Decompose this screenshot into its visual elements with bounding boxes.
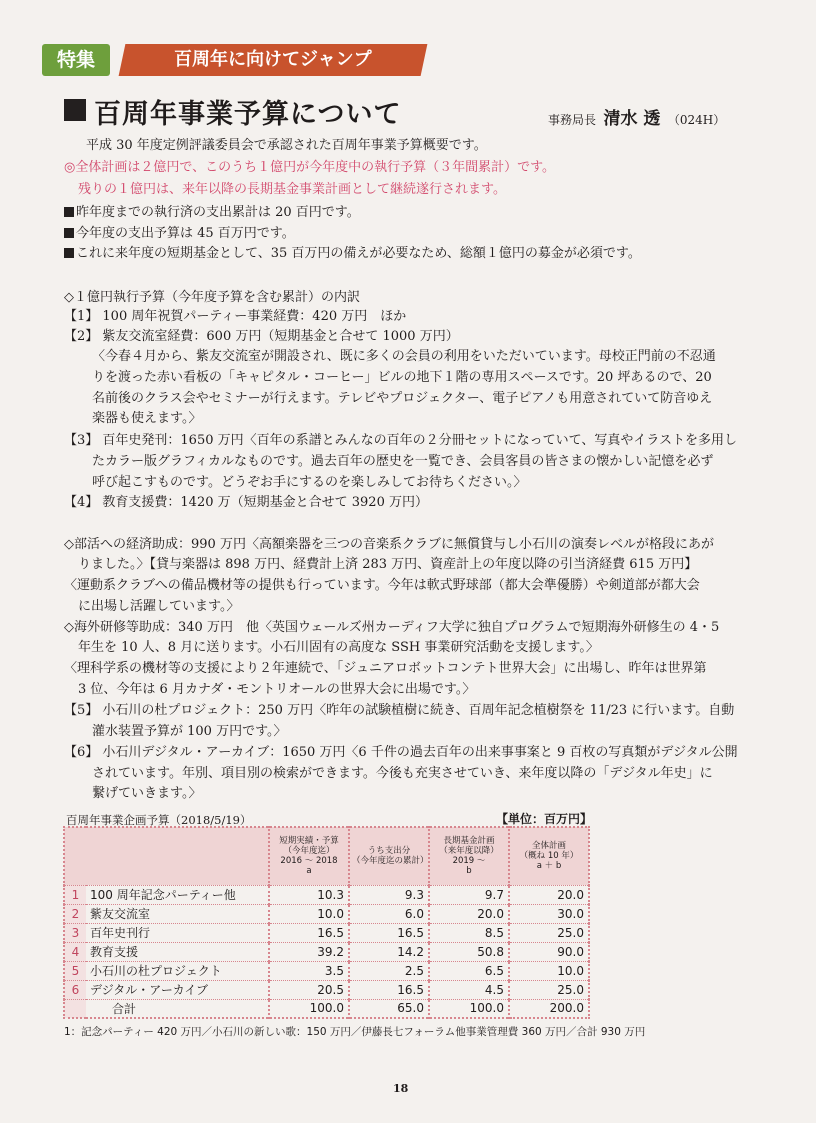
page-number: 18 [393,1082,409,1095]
row-label: デジタル・アーカイブ [86,980,269,999]
feature-title [119,44,428,76]
table-total-row [64,999,589,1018]
intro-bullet [64,205,360,221]
author-code: （024H） [667,113,726,127]
table-header-cell: 短期実績・予算 （今年度迄） 2016 ～ 2018 a [269,827,349,885]
body-line: 【2】 紫友交流室経費：600 万円（短期基金と合せて 1000 万円） [64,329,459,344]
bullet-square-icon [64,248,74,258]
table-row [64,942,589,961]
body-line: に出場し活躍しています。〉 [78,599,240,614]
table-unit: 【単位：百万円】 [496,812,593,826]
intro-bullet-text: 今年度の支出予算は 45 百万円です。 [76,226,295,241]
row-label: 百年史刊行 [86,923,269,942]
body-line: 〈運動系クラブへの備品機材等の提供も行っています。今年は軟式野球部（都大会準優勝）や剣道部が都大会 [64,578,700,593]
cell-a: 39.2 [269,942,349,961]
body-line: ◇部活への経済助成：990 万円〈高額楽器を三つの音楽系クラブに無償貸与し小石川の演奏レベルが格段にあが [64,537,714,552]
intro-bullet-text: 昨年度までの執行済の支出累計は 20 百円です。 [76,205,360,220]
row-index: 5 [64,961,86,980]
cell-a: 16.5 [269,923,349,942]
body-line: 3 位、今年は 6 月カナダ・モントリオールの世界大会に出場です。〉 [78,682,476,697]
body-line: 〈今春４月から、紫友交流室が開設され、既に多くの会員の利用をいただいています。母校正門前の不忍通 [92,349,716,364]
body-line: たカラー版グラフィカルなものです。過去百年の歴史を一覧でき、会員客員の皆さまの懐かしい記憶を必ず [92,454,714,469]
title-square-icon [64,99,86,121]
cell-total: 25.0 [509,980,589,999]
cell-total: 20.0 [509,885,589,904]
cell-b: 20.0 [429,904,509,923]
table-header-blank [64,827,269,885]
cell-b: 8.5 [429,923,509,942]
row-index: 2 [64,904,86,923]
body-line: 【1】 100 周年祝賀パーティー事業経費：420 万円 ほか [64,309,407,324]
cell-a: 10.0 [269,904,349,923]
row-index: 4 [64,942,86,961]
cell-a: 100.0 [269,999,349,1018]
body-line: りました。〉【貸与楽器は 898 万円、経費計上済 283 万円、資産計上の年度以降の引当済経費 615 万円】 [78,557,698,572]
author-byline [548,104,725,129]
cell-spent: 6.0 [349,904,429,923]
body-line: 【5】 小石川の杜プロジェクト：250 万円〈昨年の試験植樹に続き、百周年記念植樹祭を 11/23 に行います。自動 [64,703,735,718]
cell-b: 9.7 [429,885,509,904]
author-name: 清水 透 [603,109,661,129]
row-label: 100 周年記念パーティー他 [86,885,269,904]
article-title: 百周年事業予算について [94,99,402,130]
table-row [64,980,589,999]
intro-highlight-line: 残りの１億円は、来年以降の長期基金事業計画として継続遂行されます。 [78,182,506,197]
cell-b: 6.5 [429,961,509,980]
row-label: 教育支援 [86,942,269,961]
cell-spent: 16.5 [349,923,429,942]
cell-total: 30.0 [509,904,589,923]
row-index: 3 [64,923,86,942]
budget-table [63,826,590,1019]
body-line: ◇１億円執行予算（今年度予算を含む累計）の内訳 [64,290,360,305]
intro-line: 平成 30 年度定例評議委員会で承認された百周年事業予算概要です。 [86,138,487,153]
cell-spent: 65.0 [349,999,429,1018]
cell-a: 20.5 [269,980,349,999]
cell-spent: 16.5 [349,980,429,999]
table-header-cell: うち支出分 （今年度迄の累計） [349,827,429,885]
bullet-square-icon [64,207,74,217]
cell-total: 25.0 [509,923,589,942]
table-row [64,923,589,942]
intro-bullet [64,226,295,242]
body-line: 灌水装置予算が 100 万円です。〉 [92,724,287,739]
cell-a: 10.3 [269,885,349,904]
cell-b: 4.5 [429,980,509,999]
row-index: 6 [64,980,86,999]
body-line: 呼び起こすものです。どうぞお手にするのを楽しみしてお待ちください。〉 [92,475,527,490]
row-label: 紫友交流室 [86,904,269,923]
cell-a: 3.5 [269,961,349,980]
row-label: 合計 [86,999,269,1018]
body-line: 楽器も使えます。〉 [92,411,202,426]
body-line: 【6】 小石川デジタル・アーカイブ：1650 万円〈6 千件の過去百年の出来事事案と 9 百枚の写真類がデジタル公開 [64,745,738,760]
table-caption: 百周年事業企画予算（2018/5/19） [66,813,252,827]
table-header-row [64,827,589,885]
row-label: 小石川の杜プロジェクト [86,961,269,980]
cell-b: 100.0 [429,999,509,1018]
feature-title-text: 百周年に向けてジャンプ [174,49,372,70]
row-index: 1 [64,885,86,904]
cell-spent: 14.2 [349,942,429,961]
body-line: 年生を 10 人、8 月に送ります。小石川固有の高度な SSH 事業研究活動を支援します。〉 [78,640,599,655]
author-role: 事務局長 [548,113,597,127]
intro-bullet [64,246,641,262]
cell-b: 50.8 [429,942,509,961]
feature-tag: 特集 [42,44,110,76]
cell-total: 10.0 [509,961,589,980]
cell-spent: 9.3 [349,885,429,904]
intro-bullet-text: これに来年度の短期基金として、35 百万円の備えが必要なため、総額１億円の募金が必須です。 [76,246,641,261]
body-line: 【3】 百年史発刊：1650 万円〈百年の系譜とみんなの百年の２分冊セットになっていて、写真やイラストを多用し [64,433,737,448]
cell-total: 200.0 [509,999,589,1018]
bullet-square-icon [64,228,74,238]
body-line: 繋げていきます。〉 [92,786,202,801]
body-line: りを渡った赤い看板の「キャピタル・コーヒー」ビルの地下１階の専用スペースです。20 坪あるので、20 [92,370,712,385]
table-row [64,885,589,904]
table-row [64,904,589,923]
cell-total: 90.0 [509,942,589,961]
table-header-cell: 全体計画 （概ね 10 年） a ＋ b [509,827,589,885]
row-index [64,999,86,1018]
feature-banner [42,44,428,76]
body-line: 〈理科学系の機材等の支援により２年連続で、「ジュニアロボットコンテト世界大会」に出場し、昨年は世界第 [64,661,707,676]
body-line: ◇海外研修等助成：340 万円 他〈英国ウェールズ州カーディフ大学に独自プログラムで短期海外研修生の 4・5 [64,620,720,635]
body-line: 名前後のクラス会やセミナーが行えます。テレビやプロジェクター、電子ピアノも用意されていて防音ゆえ [92,391,713,406]
body-line: 【4】 教育支援費：1420 万（短期基金と合せて 3920 万円） [64,495,428,510]
cell-spent: 2.5 [349,961,429,980]
table-row [64,961,589,980]
table-header-cell: 長期基金計画 （来年度以降） 2019 ～ b [429,827,509,885]
intro-highlight-line: ◎全体計画は２億円で、このうち１億円が今年度中の執行予算（３年間累計）です。 [64,160,556,175]
table-footnote: 1：記念パーティー 420 万円／小石川の新しい歌：150 万円／伊藤長七フォーラム他事業管理費 360 万円／合計 930 万円 [64,1026,646,1038]
body-line: されています。年別、項目別の検索ができます。今後も充実させていき、来年度以降の「デジタル年史」に [92,766,713,781]
